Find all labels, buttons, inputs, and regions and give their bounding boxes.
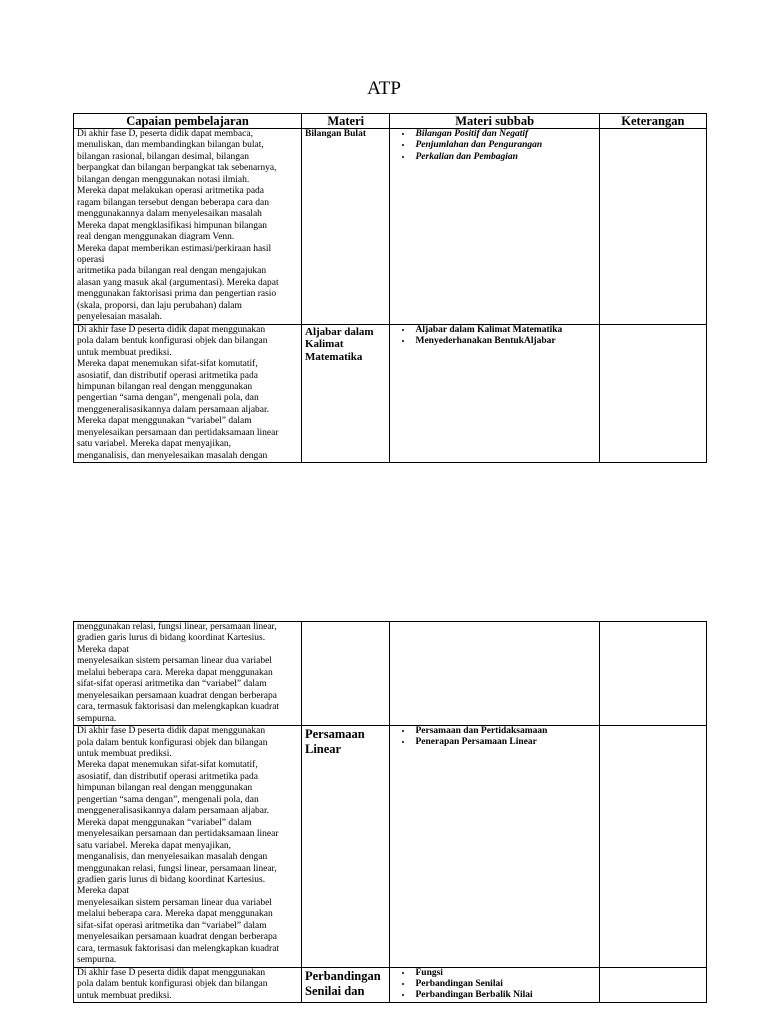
subbab-item: • Penerapan Persamaan Linear <box>413 737 595 748</box>
atp-table-page-2 <box>73 621 707 1003</box>
capaian-line: melalui beberapa cara. Mereka dapat menggunakan <box>77 667 273 678</box>
capaian-line: bilangan dengan menggunakan notasi ilmiah. <box>77 174 250 185</box>
capaian-line: melalui beberapa cara. Mereka dapat menggunakan <box>77 909 273 920</box>
subbab-item: • Aljabar dalam Kalimat Matematika <box>413 325 595 336</box>
capaian-line: cara, termasuk faktorisasi dan melengkapkan kuadrat <box>77 943 280 954</box>
capaian-line: satu variabel. Mereka dapat menyajikan, <box>77 840 232 851</box>
capaian-line: operasi <box>77 254 105 265</box>
subbab-item: • Fungsi <box>413 968 595 979</box>
capaian-line: menyelesaikan persamaan dan pertidaksamaan linear <box>77 427 279 438</box>
capaian-line: Mereka dapat <box>77 886 129 897</box>
header-capaian: Capaian pembelajaran <box>74 114 302 129</box>
subbab-cell <box>390 129 599 325</box>
capaian-line: menganalisis, dan menyelesaikan masalah dengan <box>77 450 268 461</box>
capaian-line: sempurna. <box>77 713 117 724</box>
capaian-line: Mereka dapat menemukan sifat-sifat komutatif, <box>77 760 258 771</box>
keterangan-cell <box>599 324 706 462</box>
table-row <box>74 129 707 325</box>
capaian-line: Mereka dapat menemukan sifat-sifat komutatif, <box>77 359 258 370</box>
capaian-cell <box>74 129 302 325</box>
subbab-list <box>393 968 595 1002</box>
capaian-line: menyelesaikan sistem persaman linear dua variabel <box>77 656 272 667</box>
capaian-line: Mereka dapat menggunakan “variabel” dalam <box>77 416 252 427</box>
capaian-line: berpangkat dan bilangan berpangkat tak sebenarnya, <box>77 163 277 174</box>
document-title: ATP <box>367 78 401 99</box>
subbab-item: • Perbandingan Berbalik Nilai <box>413 990 595 1001</box>
materi-cell: Persamaan Linear <box>302 726 390 968</box>
capaian-line: Mereka dapat mengklasifikasi himpunan bilangan <box>77 220 267 231</box>
capaian-line: Di akhir fase D peserta didik dapat menggunakan <box>77 324 266 335</box>
capaian-line: sifat-sifat operasi aritmetika dan “variabel” dalam <box>77 920 267 931</box>
capaian-cell <box>74 967 302 1002</box>
capaian-line: untuk membuat prediksi. <box>77 748 172 759</box>
capaian-line: untuk membuat prediksi. <box>77 990 172 1001</box>
subbab-item: • Perkalian dan Pembagian <box>413 152 595 163</box>
table-row <box>74 967 707 1002</box>
capaian-line: cara, termasuk faktorisasi dan melengkapkan kuadrat <box>77 702 280 713</box>
subbab-cell <box>390 622 599 726</box>
capaian-line: ragam bilangan tersebut dengan beberapa cara dan <box>77 197 270 208</box>
capaian-line: himpunan bilangan real dengan menggunakan <box>77 783 253 794</box>
subbab-list <box>393 129 595 163</box>
capaian-line: menggeneralisasikannya dalam persamaan aljabar. <box>77 404 270 415</box>
subbab-list <box>393 726 595 749</box>
table-row <box>74 324 707 462</box>
subbab-item: • Persamaan dan Pertidaksamaan <box>413 726 595 737</box>
atp-table-page-1 <box>73 113 707 463</box>
keterangan-cell <box>599 129 706 325</box>
capaian-line: sifat-sifat operasi aritmetika dan “variabel” dalam <box>77 679 267 690</box>
capaian-line: Mereka dapat melakukan operasi aritmetika pada <box>77 186 265 197</box>
capaian-line: gradien garis lurus di bidang koordinat Kartesius. <box>77 633 266 644</box>
keterangan-cell <box>599 726 706 968</box>
header-materi: Materi <box>302 114 390 129</box>
subbab-list <box>393 325 595 348</box>
header-materi-subbab: Materi subbab <box>390 114 599 129</box>
capaian-line: sempurna. <box>77 955 117 966</box>
capaian-line: himpunan bilangan real dengan menggunakan <box>77 381 253 392</box>
capaian-line: pola dalam bentuk konfigurasi objek dan bilangan <box>77 737 268 748</box>
capaian-line: menggunakan relasi, fungsi linear, persamaan linear, <box>77 863 277 874</box>
capaian-line: gradien garis lurus di bidang koordinat Kartesius. <box>77 874 266 885</box>
capaian-cell <box>74 324 302 462</box>
capaian-line: Mereka dapat memberikan estimasi/perkiraan hasil <box>77 243 272 254</box>
capaian-line: Mereka dapat <box>77 644 129 655</box>
capaian-line: Mereka dapat menggunakan “variabel” dalam <box>77 817 252 828</box>
capaian-line: pola dalam bentuk konfigurasi objek dan bilangan <box>77 979 268 990</box>
capaian-line: menyelesaikan persamaan dan pertidaksamaan linear <box>77 829 279 840</box>
table-row <box>74 726 707 968</box>
capaian-line: aritmetika pada bilangan real dengan mengajukan <box>77 266 267 277</box>
capaian-line: menuliskan, dan membandingkan bilangan bulat, <box>77 140 264 151</box>
materi-cell: Perbandingan Senilai dan <box>302 967 390 1002</box>
capaian-line: menyelesaikan persamaan kuadrat dengan berberapa <box>77 690 277 701</box>
capaian-line: menyelesaikan persamaan kuadrat dengan berberapa <box>77 932 277 943</box>
subbab-item: • Perbandingan Senilai <box>413 979 595 990</box>
subbab-cell <box>390 726 599 968</box>
capaian-line: Di akhir fase D, peserta didik dapat membaca, <box>77 129 253 139</box>
capaian-line: alasan yang masuk akal (argumentasi). Mereka dapat <box>77 277 279 288</box>
capaian-line: menganalisis, dan menyelesaikan masalah dengan <box>77 852 268 863</box>
capaian-line: menggunakan faktorisasi prima dan pengertian rasio <box>77 289 277 300</box>
subbab-cell <box>390 967 599 1002</box>
capaian-line: penyelesaian masalah. <box>77 312 162 323</box>
capaian-line: asosiatif, dan distributif operasi aritmetika pada <box>77 771 258 782</box>
table-row <box>74 622 707 726</box>
capaian-line: menggeneralisasikannya dalam persamaan aljabar. <box>77 806 270 817</box>
table-header-row <box>74 114 707 129</box>
capaian-line: Di akhir fase D peserta didik dapat menggunakan <box>77 726 266 737</box>
capaian-line: Di akhir fase D peserta didik dapat menggunakan <box>77 967 266 978</box>
capaian-line: (skala, proporsi, dan laju perubahan) dalam <box>77 300 242 311</box>
capaian-line: menggunakannya dalam menyelesaikan masalah <box>77 209 262 220</box>
capaian-cell <box>74 726 302 968</box>
subbab-cell <box>390 324 599 462</box>
capaian-line: untuk membuat prediksi. <box>77 347 172 358</box>
capaian-line: menyelesaikan sistem persaman linear dua variabel <box>77 897 272 908</box>
subbab-item: • Penjumlahan dan Pengurangan <box>413 140 595 151</box>
header-keterangan: Keterangan <box>599 114 706 129</box>
keterangan-cell <box>599 622 706 726</box>
capaian-line: pengertian “sama dengan”, mengenali pola, dan <box>77 393 259 404</box>
capaian-cell <box>74 622 302 726</box>
capaian-line: pengertian “sama dengan”, mengenali pola, dan <box>77 794 259 805</box>
capaian-line: bilangan rasional, bilangan desimal, bilangan <box>77 151 250 162</box>
keterangan-cell <box>599 967 706 1002</box>
materi-cell: Bilangan Bulat <box>302 129 390 325</box>
capaian-line: menggunakan relasi, fungsi linear, persamaan linear, <box>77 622 277 632</box>
capaian-line: asosiatif, dan distributif operasi aritmetika pada <box>77 370 258 381</box>
subbab-item: • Menyederhanakan BentukAljabar <box>413 336 595 347</box>
capaian-line: satu variabel. Mereka dapat menyajikan, <box>77 439 232 450</box>
capaian-line: pola dalam bentuk konfigurasi objek dan bilangan <box>77 336 268 347</box>
materi-cell: Aljabar dalam Kalimat Matematika <box>302 324 390 462</box>
subbab-item: • Bilangan Positif dan Negatif <box>413 129 595 140</box>
capaian-line: real dengan menggunakan diagram Venn. <box>77 232 235 243</box>
materi-cell <box>302 622 390 726</box>
